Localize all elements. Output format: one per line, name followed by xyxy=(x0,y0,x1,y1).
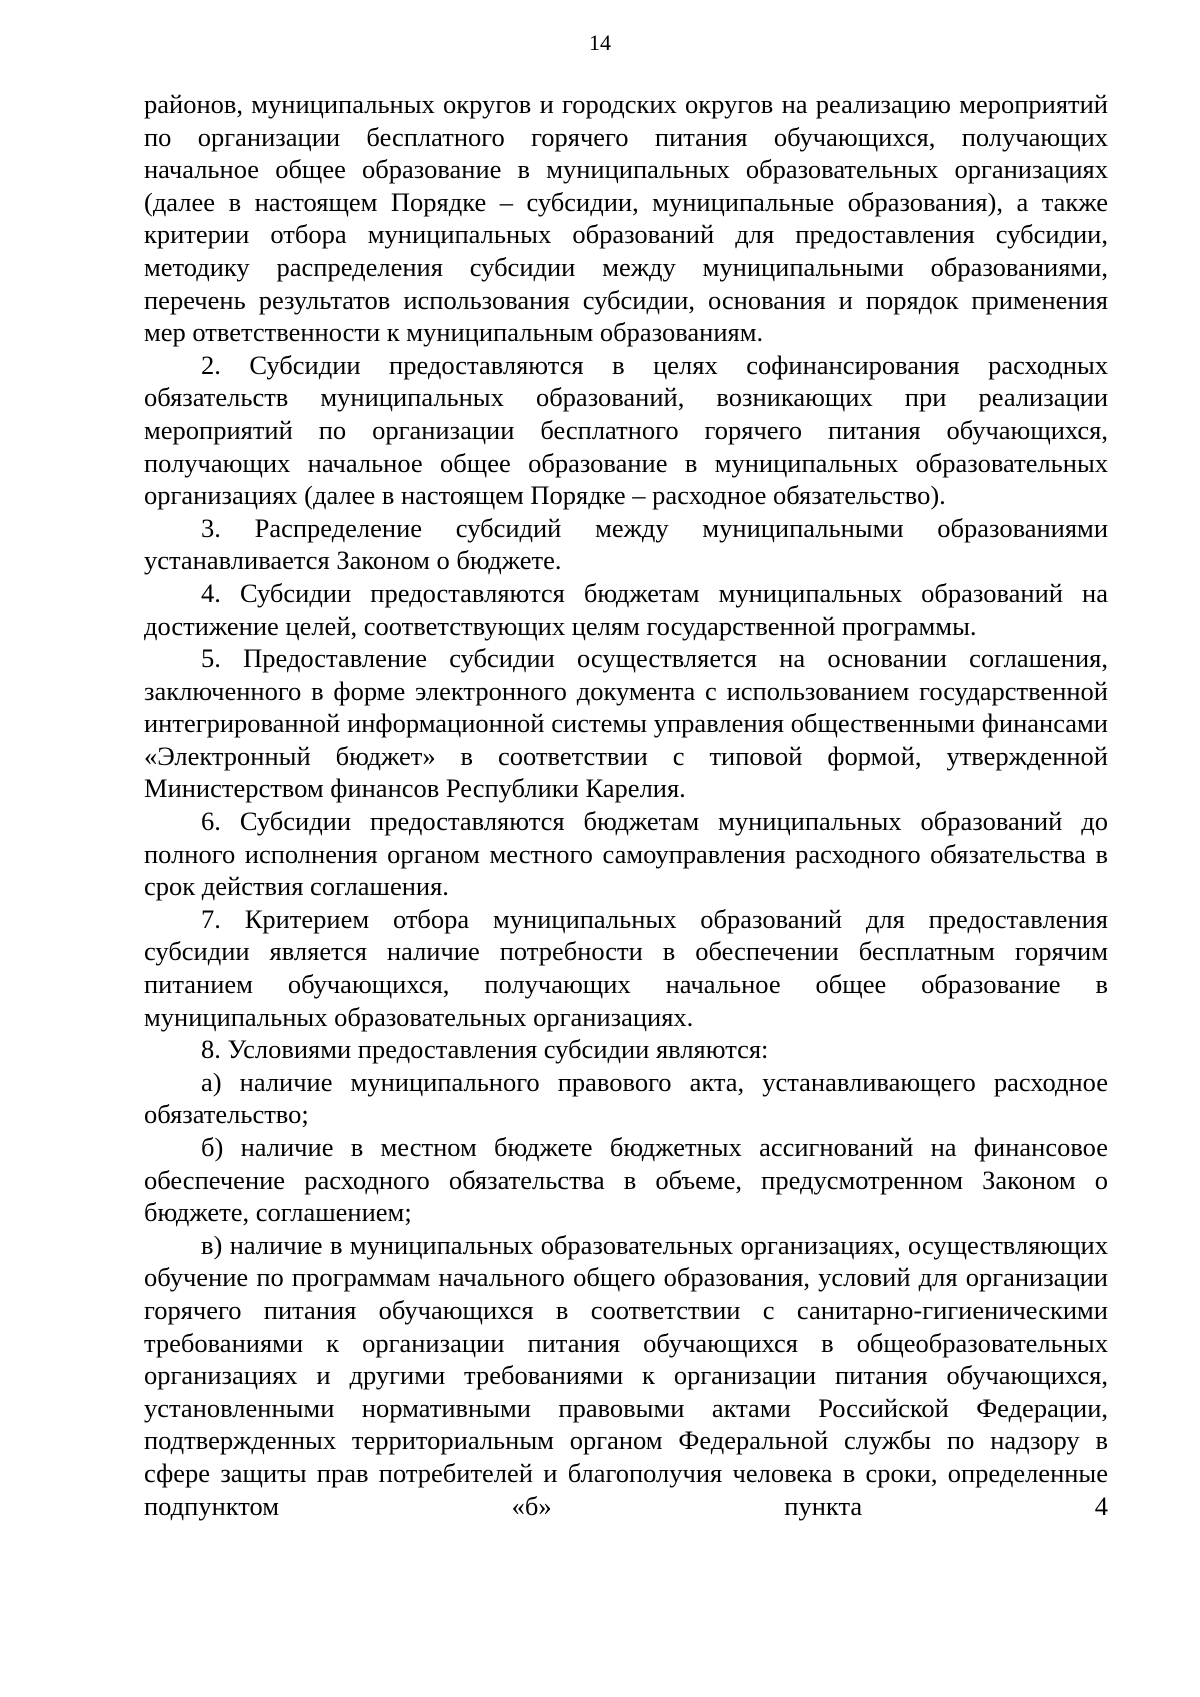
paragraph: б) наличие в местном бюджете бюджетных ассигнований на финансовое обеспечение расходного обязательства в объеме, предусмотренном Законом о бюджете, соглашением; xyxy=(144,1132,1108,1228)
document-body xyxy=(144,88,1108,1522)
paragraph: 6. Субсидии предоставляются бюджетам муниципальных образований до полного исполнения органом местного самоуправления расходного обязательства в срок действия соглашения. xyxy=(144,806,1108,902)
page-number: 14 xyxy=(589,30,611,55)
paragraph: 3. Распределение субсидий между муниципальными образованиями устанавливается Законом о бюджете. xyxy=(144,512,1108,576)
paragraph: 8. Условиями предоставления субсидии являются: xyxy=(201,1034,769,1065)
paragraph: 2. Субсидии предоставляются в целях софинансирования расходных обязательств муниципальных образований, возникающих при реализации мероприятий по организации бесплатного горячего питания обучающихся, получающих начальное общее образование в муниципальных образовательных организациях (далее в настоящем Порядке – расходное обязательство). xyxy=(144,349,1108,511)
paragraph: 5. Предоставление субсидии осуществляется на основании соглашения, заключенного в форме электронного документа с использованием государственной интегрированной информационной системы управления общественными финансами «Электронный бюджет» в соответствии с типовой формой, утвержденной Министерством финансов Республики Карелия. xyxy=(144,643,1108,804)
paragraph: в) наличие в муниципальных образовательных организациях, осуществляющих обучение по программам начального общего образования, условий для организации горячего питания обучающихся в соответствии с санитарно-гигиеническими требованиями к организации питания обучающихся в общеобразовательных организациях и другими требованиями к организации питания обучающихся, установленными нормативными правовыми актами Российской Федерации, подтвержденных территориальным органом Федеральной службы по надзору в сфере защиты прав потребителей и благополучия человека в сроки, определенные подпунктом «б» пункта 4 xyxy=(144,1229,1108,1521)
paragraph: а) наличие муниципального правового акта, устанавливающего расходное обязательство; xyxy=(144,1066,1108,1130)
paragraph: 7. Критерием отбора муниципальных образований для предоставления субсидии является наличие потребности в обеспечении бесплатным горячим питанием обучающихся, получающих начальное общее образование в муниципальных образовательных организациях. xyxy=(144,903,1108,1032)
paragraph: районов, муниципальных округов и городских округов на реализацию мероприятий по организации бесплатного горячего питания обучающихся, получающих начальное общее образование в муниципальных образовательных организациях (далее в настоящем Порядке – субсидии, муниципальные образования), а также критерии отбора муниципальных образований для предоставления субсидии, методику распределения субсидии между муниципальными образованиями, перечень результатов использования субсидии, основания и порядок применения мер ответственности к муниципальным образованиям. xyxy=(144,89,1108,348)
paragraph: 4. Субсидии предоставляются бюджетам муниципальных образований на достижение целей, соответствующих целям государственной программы. xyxy=(144,577,1108,641)
